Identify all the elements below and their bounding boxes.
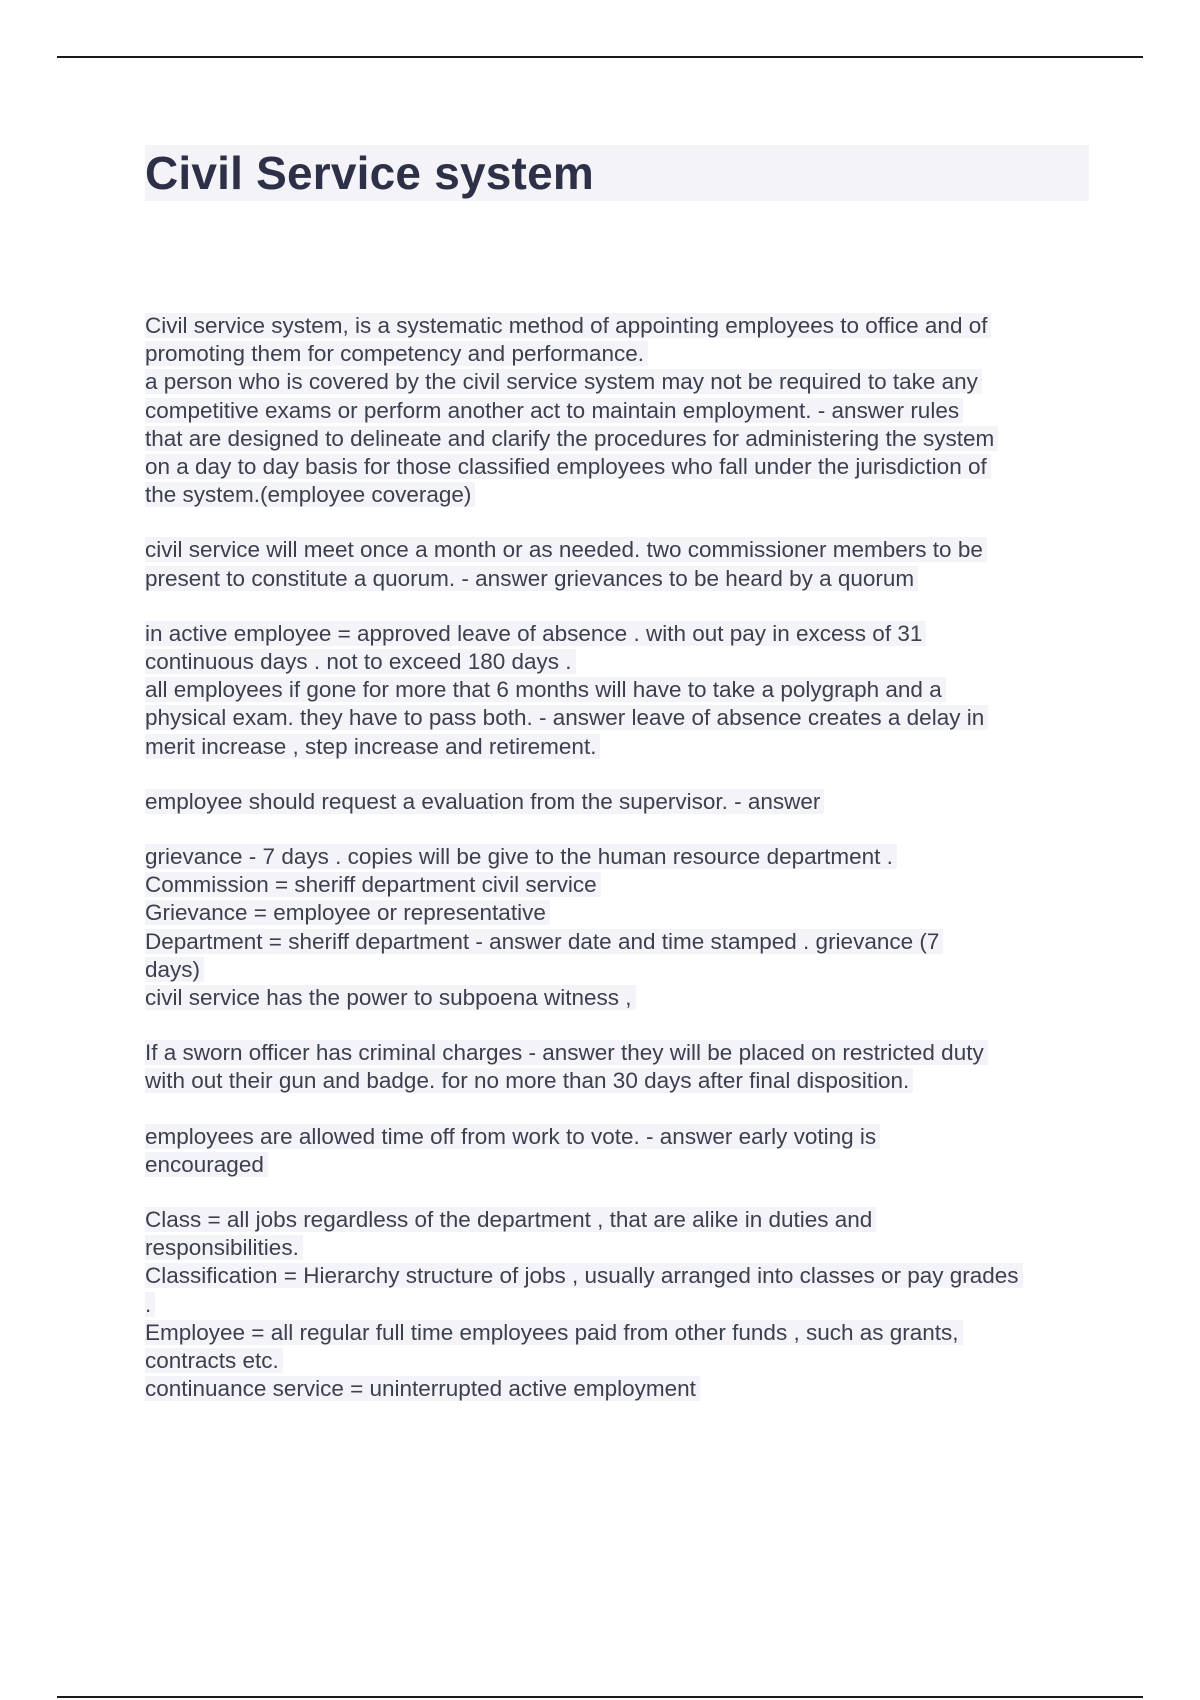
text-line: with out their gun and badge. for no more than 30 days after final disposition. [145,1067,1089,1095]
document-title: Civil Service system [145,147,594,199]
text-line: physical exam. they have to pass both. - answer leave of absence creates a delay in [145,704,1089,732]
text-line: employee should request a evaluation from the supervisor. - answer [145,788,1089,816]
paragraph-evaluation [145,788,1089,816]
text-line: civil service has the power to subpoena witness , [145,984,1089,1012]
paragraph-quorum [145,536,1089,592]
paragraph-criminal-charges [145,1039,1089,1095]
paragraph-grievance [145,843,1089,1012]
text-line: Grievance = employee or representative [145,899,1089,927]
text-line: on a day to day basis for those classified employees who fall under the jurisdiction of [145,453,1089,481]
text-line: grievance - 7 days . copies will be give to the human resource department . [145,843,1089,871]
text-line: If a sworn officer has criminal charges - answer they will be placed on restricted duty [145,1039,1089,1067]
text-line: Employee = all regular full time employees paid from other funds , such as grants, [145,1319,1089,1347]
text-line: a person who is covered by the civil service system may not be required to take any [145,368,1089,396]
paragraph-leave-of-absence [145,620,1089,761]
paragraph-civil-service-system [145,312,1089,509]
page-bottom-rule [57,1696,1143,1698]
text-line: in active employee = approved leave of absence . with out pay in excess of 31 [145,620,1089,648]
text-line: Class = all jobs regardless of the department , that are alike in duties and [145,1206,1089,1234]
text-line: that are designed to delineate and clarify the procedures for administering the system [145,425,1089,453]
paragraph-definitions [145,1206,1089,1403]
text-line: civil service will meet once a month or as needed. two commissioner members to be [145,536,1089,564]
text-line: Classification = Hierarchy structure of jobs , usually arranged into classes or pay grades [145,1262,1089,1290]
text-line: encouraged [145,1151,1089,1179]
text-line: Department = sheriff department - answer date and time stamped . grievance (7 [145,928,1089,956]
text-line: continuance service = uninterrupted active employment [145,1375,1089,1403]
text-line: competitive exams or perform another act to maintain employment. - answer rules [145,397,1089,425]
text-line: merit increase , step increase and retirement. [145,733,1089,761]
document-body [145,312,1089,1431]
text-line: contracts etc. [145,1347,1089,1375]
text-line: . [145,1291,1089,1319]
paragraph-voting [145,1123,1089,1179]
page-top-rule [57,56,1143,58]
text-line: responsibilities. [145,1234,1089,1262]
text-line: Commission = sheriff department civil service [145,871,1089,899]
text-line: days) [145,956,1089,984]
text-line: the system.(employee coverage) [145,481,1089,509]
text-line: Civil service system, is a systematic method of appointing employees to office and of [145,312,1089,340]
text-line: all employees if gone for more that 6 months will have to take a polygraph and a [145,676,1089,704]
text-line: promoting them for competency and performance. [145,340,1089,368]
text-line: employees are allowed time off from work to vote. - answer early voting is [145,1123,1089,1151]
text-line: continuous days . not to exceed 180 days . [145,648,1089,676]
text-line: present to constitute a quorum. - answer grievances to be heard by a quorum [145,565,1089,593]
